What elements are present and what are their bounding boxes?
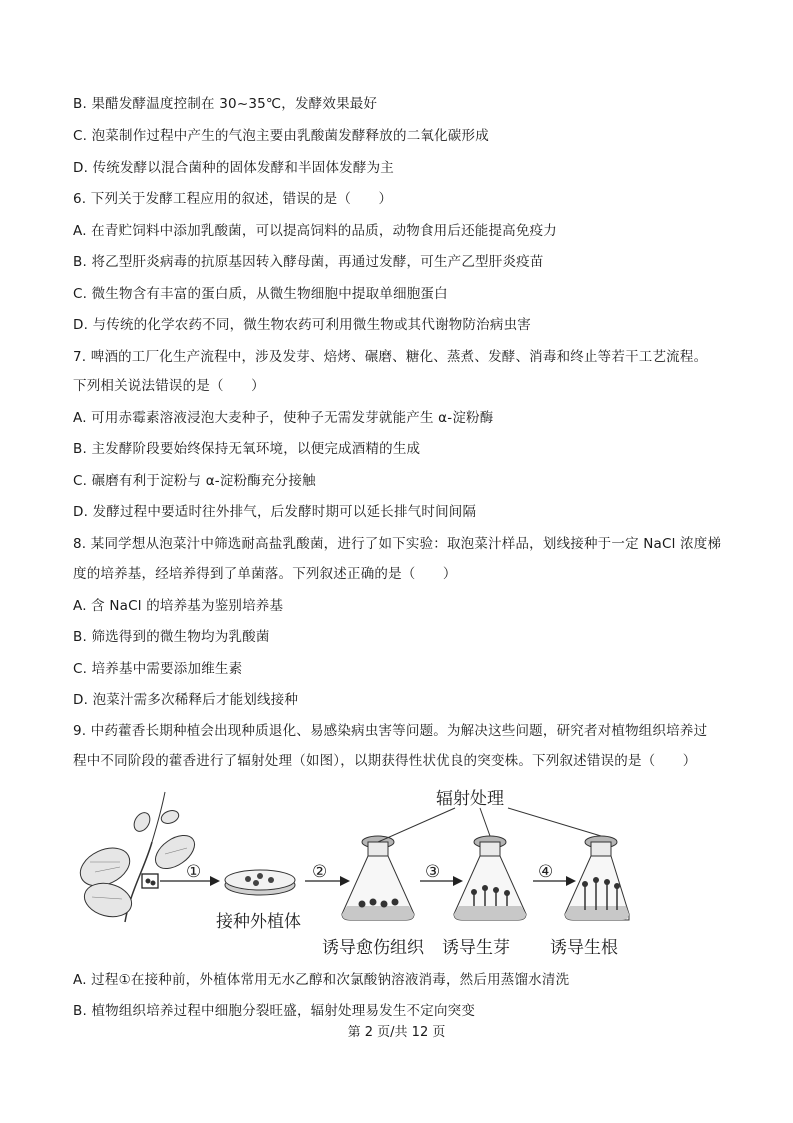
option-a-q6: A. 在青贮饲料中添加乳酸菌，可以提高饲料的品质，动物食用后还能提高免疫力 [73, 223, 557, 239]
flask-root-icon [565, 836, 629, 920]
option-b-q6: B. 将乙型肝炎病毒的抗原基因转入酵母菌，再通过发酵，可生产乙型肝炎疫苗 [73, 254, 544, 270]
question-8-line1: 8. 某同学想从泡菜汁中筛选耐高盐乳酸菌，进行了如下实验：取泡菜汁样品，划线接种于一定 NaCl 浓度梯 [73, 536, 722, 552]
option-a-q9: A. 过程①在接种前，外植体常用无水乙醇和次氯酸钠溶液消毒，然后用蒸馏水清洗 [73, 972, 570, 988]
option-d-q5: D. 传统发酵以混合菌种的固体发酵和半固体发酵为主 [73, 160, 394, 176]
page-footer: 第 2 页/共 12 页 [347, 1025, 446, 1040]
option-b-q5: B. 果醋发酵温度控制在 30~35℃，发酵效果最好 [73, 96, 378, 112]
label-shoot: 诱导生芽 [442, 938, 510, 958]
label-explant: 接种外植体 [216, 912, 301, 932]
option-c-q5: C. 泡菜制作过程中产生的气泡主要由乳酸菌发酵释放的二氧化碳形成 [73, 128, 489, 144]
step-4-label: ④ [538, 862, 554, 882]
step-3-label: ③ [425, 862, 441, 882]
question-7-line2: 下列相关说法错误的是（ ） [73, 378, 265, 394]
question-8-line2: 度的培养基，经培养得到了单菌落。下列叙述正确的是（ ） [73, 566, 457, 582]
label-callus: 诱导愈伤组织 [322, 938, 424, 958]
step-2-label: ② [312, 862, 328, 882]
option-c-q7: C. 碾磨有利于淀粉与 α-淀粉酶充分接触 [73, 473, 316, 489]
question-7-line1: 7. 啤酒的工厂化生产流程中，涉及发芽、焙烤、碾磨、糖化、蒸煮、发酵、消毒和终止等若干工艺流程。 [73, 349, 708, 365]
petri-dish-icon [225, 870, 295, 895]
option-d-q7: D. 发酵过程中要适时往外排气，后发酵时期可以延长排气时间间隔 [73, 504, 477, 520]
option-d-q6: D. 与传统的化学农药不同，微生物农药可利用微生物或其代谢物防治病虫害 [73, 317, 531, 333]
flask-shoot-icon [454, 836, 526, 920]
question-9-line2: 程中不同阶段的藿香进行了辐射处理（如图），以期获得性状优良的突变株。下列叙述错误的是（ ） [73, 753, 697, 769]
option-c-q6: C. 微生物含有丰富的蛋白质，从微生物细胞中提取单细胞蛋白 [73, 286, 448, 302]
step-1-label: ① [186, 862, 202, 882]
option-b-q8: B. 筛选得到的微生物均为乳酸菌 [73, 629, 270, 645]
plant-sprig-icon [74, 792, 200, 922]
radiation-label: 辐射处理 [436, 789, 504, 809]
question-9-line1: 9. 中药藿香长期种植会出现种质退化、易感染病虫害等问题。为解决这些问题，研究者对植物组织培养过 [73, 723, 708, 739]
option-a-q7: A. 可用赤霉素溶液浸泡大麦种子，使种子无需发芽就能产生 α-淀粉酶 [73, 410, 494, 426]
option-c-q8: C. 培养基中需要添加维生素 [73, 661, 243, 677]
question-6: 6. 下列关于发酵工程应用的叙述，错误的是（ ） [73, 191, 393, 207]
option-b-q9: B. 植物组织培养过程中细胞分裂旺盛，辐射处理易发生不定向突变 [73, 1003, 476, 1019]
label-root: 诱导生根 [550, 938, 618, 958]
option-d-q8: D. 泡菜汁需多次稀释后才能划线接种 [73, 692, 299, 708]
flask-callus-icon [342, 836, 414, 920]
option-a-q8: A. 含 NaCl 的培养基为鉴别培养基 [73, 598, 284, 614]
tissue-culture-diagram [70, 782, 630, 957]
option-b-q7: B. 主发酵阶段要始终保持无氧环境，以便完成酒精的生成 [73, 441, 421, 457]
